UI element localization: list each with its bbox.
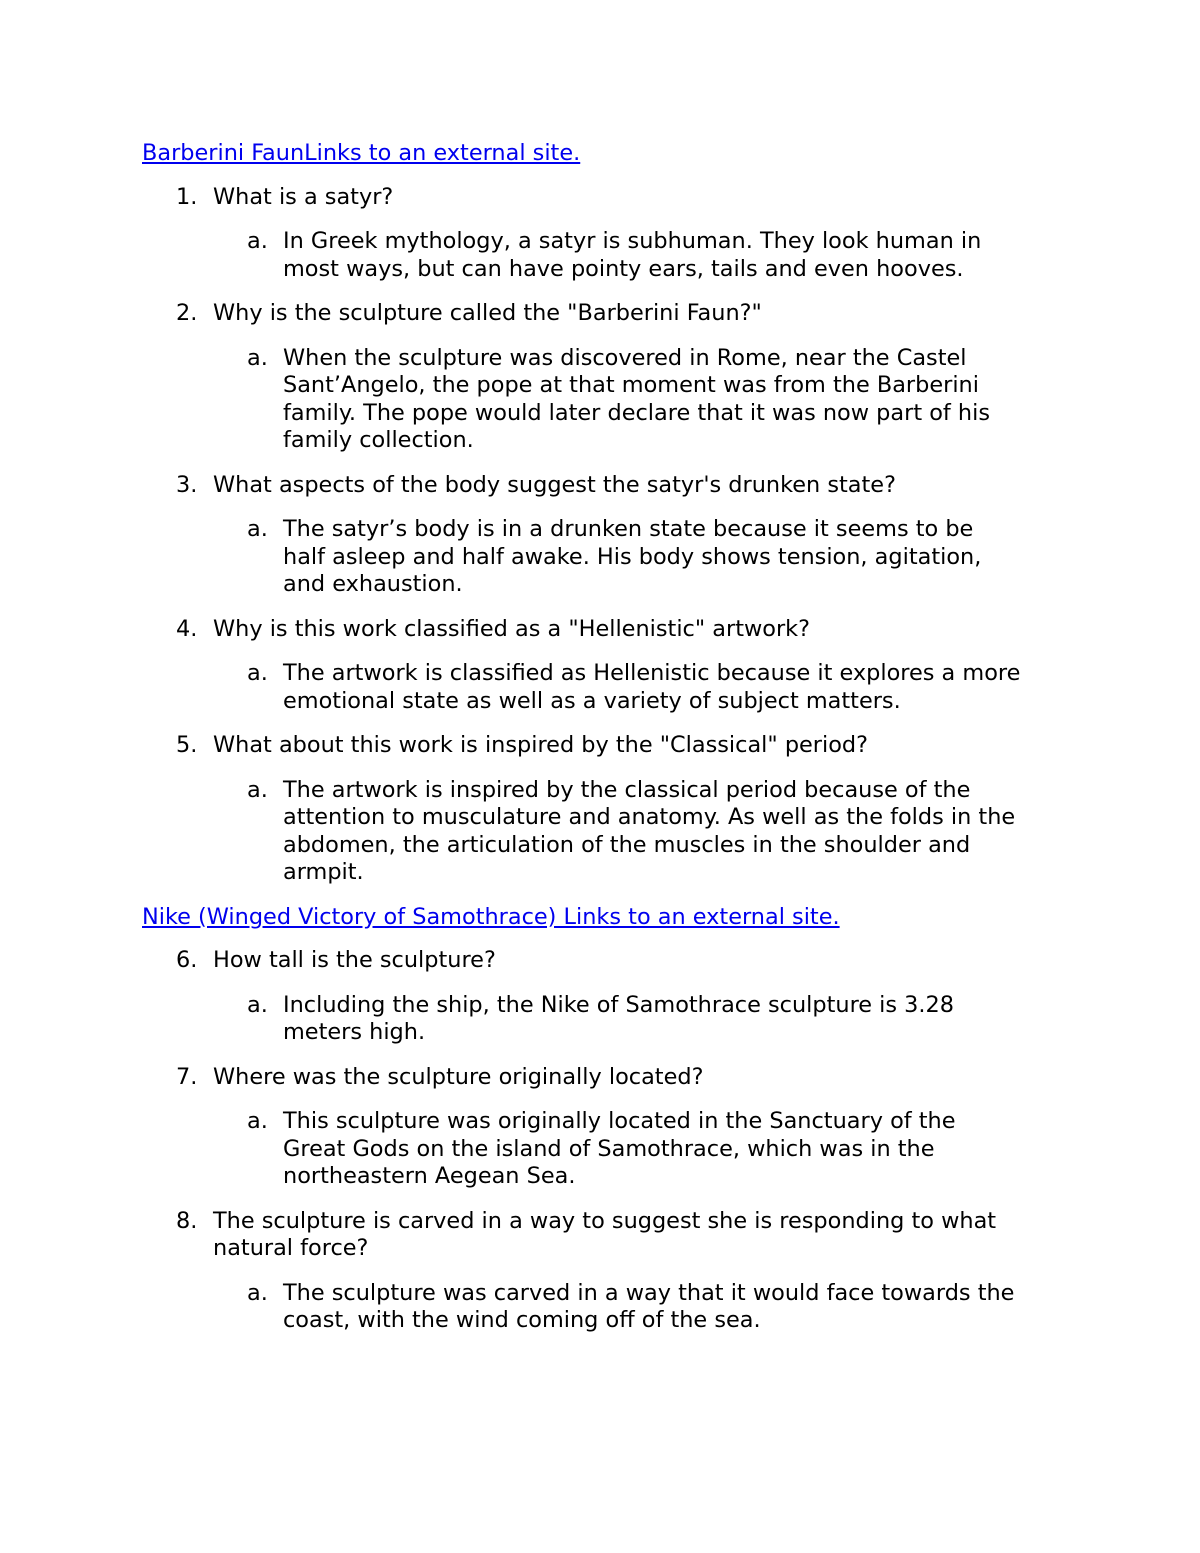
answer-item	[213, 1108, 1072, 1191]
answer-item	[213, 228, 1072, 283]
question-text: Where was the sculpture originally located?	[213, 1063, 704, 1090]
question-number: 6.	[176, 947, 198, 973]
answer-item	[213, 345, 1072, 455]
answer-line: and exhaustion.	[283, 571, 463, 597]
answer-line: family collection.	[283, 427, 474, 453]
question-item	[142, 300, 1072, 455]
question-text: What is a satyr?	[213, 183, 394, 210]
question-number: 4.	[176, 615, 198, 642]
barberini-faun-link[interactable]: Barberini FaunLinks to an external site.	[142, 140, 581, 166]
answer-line: family. The pope would later declare that it was now part of his	[283, 399, 990, 426]
answer-item	[213, 777, 1072, 887]
answer-letter: a.	[247, 1108, 268, 1134]
question-text: How tall is the sculpture?	[213, 947, 496, 973]
document-body	[142, 140, 1072, 1352]
answer-line: half asleep and half awake. His body shows tension, agitation,	[283, 543, 982, 570]
question-item	[142, 472, 1072, 599]
answer-line: attention to musculature and anatomy. As well as the folds in the	[283, 804, 1016, 830]
nike-samothrace-link[interactable]: Nike (Winged Victory of Samothrace) Links to an external site.	[142, 903, 840, 930]
question-text: What about this work is inspired by the "Classical" period?	[213, 732, 869, 758]
answer-item	[213, 1280, 1072, 1335]
question-text: Why is the sculpture called the "Barberini Faun?"	[213, 300, 762, 326]
answer-item	[213, 992, 1072, 1047]
answer-line: This sculpture was originally located in the Sanctuary of the	[283, 1108, 956, 1134]
question-list-nike	[142, 947, 1072, 1335]
answer-letter: a.	[247, 228, 268, 254]
question-text: natural force?	[213, 1235, 369, 1261]
question-item	[142, 1064, 1072, 1191]
answer-letter: a.	[247, 516, 268, 542]
answer-line: meters high.	[283, 1019, 426, 1045]
answer-line: coast, with the wind coming off of the sea.	[283, 1307, 761, 1333]
question-number: 8.	[176, 1207, 198, 1234]
answer-letter: a.	[247, 1279, 268, 1306]
question-text: Why is this work classified as a "Hellenistic" artwork?	[213, 615, 811, 642]
answer-line: armpit.	[283, 859, 364, 885]
answer-line: abdomen, the articulation of the muscles in the shoulder and	[283, 831, 971, 858]
question-list-barberini	[142, 184, 1072, 887]
question-number: 2.	[176, 300, 198, 326]
question-text: What aspects of the body suggest the satyr's drunken state?	[213, 471, 896, 498]
question-number: 5.	[176, 732, 198, 758]
answer-letter: a.	[247, 776, 268, 803]
question-text: The sculpture is carved in a way to suggest she is responding to what	[213, 1207, 997, 1234]
answer-line: northeastern Aegean Sea.	[283, 1163, 576, 1189]
question-item	[142, 616, 1072, 716]
question-number: 3.	[176, 471, 198, 498]
answer-letter: a.	[247, 344, 268, 371]
answer-line: Including the ship, the Nike of Samothrace sculpture is 3.28	[283, 991, 955, 1018]
answer-line: most ways, but can have pointy ears, tails and even hooves.	[283, 255, 964, 282]
answer-line: The satyr’s body is in a drunken state because it seems to be	[283, 516, 974, 542]
answer-item	[213, 660, 1072, 715]
answer-line: Sant’Angelo, the pope at that moment was from the Barberini	[283, 372, 979, 398]
answer-line: Great Gods on the island of Samothrace, which was in the	[283, 1135, 935, 1162]
answer-letter: a.	[247, 991, 268, 1018]
answer-line: The sculpture was carved in a way that it would face towards the	[283, 1279, 1015, 1306]
answer-line: The artwork is inspired by the classical period because of the	[283, 776, 971, 803]
question-number: 1.	[176, 183, 198, 210]
answer-item	[213, 516, 1072, 599]
question-item	[142, 947, 1072, 1047]
question-item	[142, 184, 1072, 284]
question-item	[142, 732, 1072, 887]
answer-letter: a.	[247, 660, 268, 686]
question-number: 7.	[176, 1063, 198, 1090]
question-item	[142, 1208, 1072, 1335]
answer-line: emotional state as well as a variety of subject matters.	[283, 687, 901, 714]
answer-line: In Greek mythology, a satyr is subhuman. They look human in	[283, 228, 982, 254]
answer-line: When the sculpture was discovered in Rome, near the Castel	[283, 344, 967, 371]
answer-line: The artwork is classified as Hellenistic because it explores a more	[283, 660, 1021, 686]
